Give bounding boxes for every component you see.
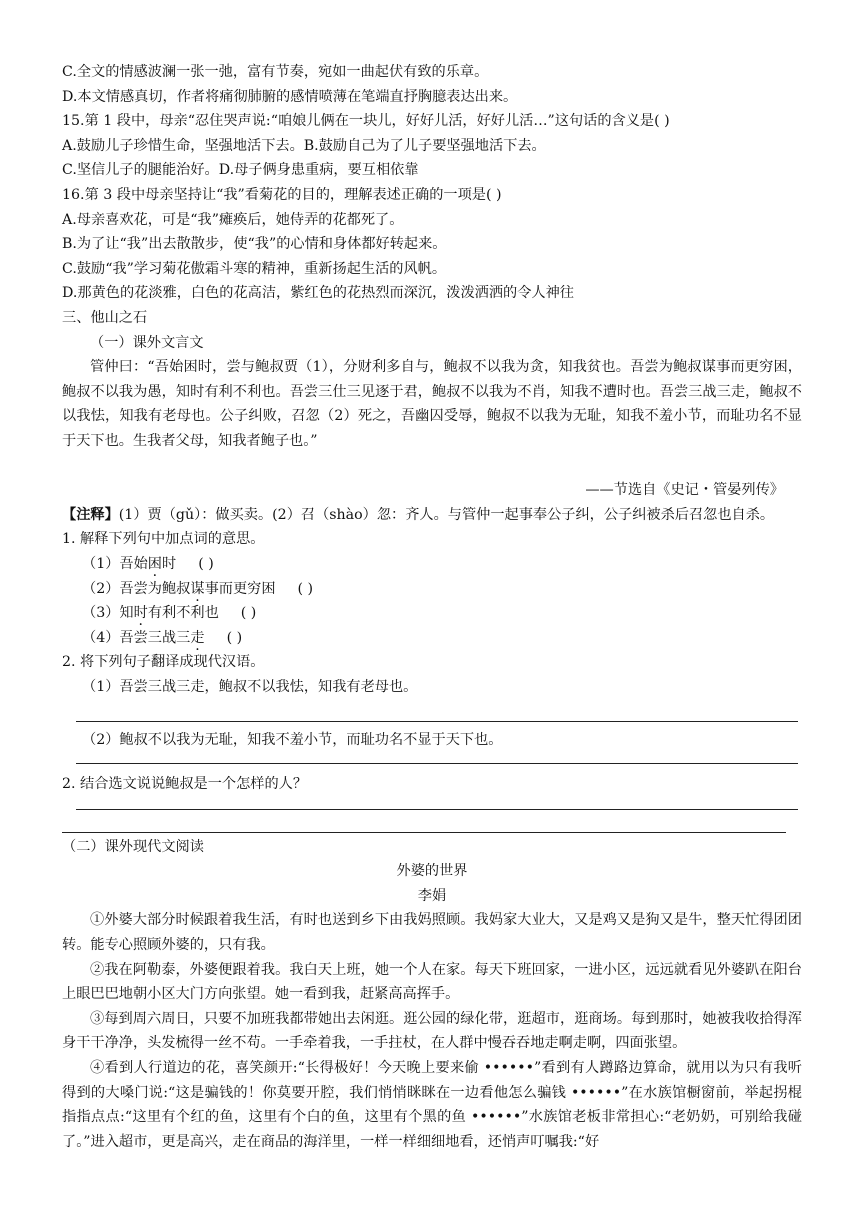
answer-blank[interactable]: ( ) bbox=[297, 580, 314, 597]
document-page bbox=[62, 60, 802, 1154]
item-number: （4） bbox=[82, 629, 120, 646]
question-1-stem: 1. 解释下列句中加点词的意思。 bbox=[62, 531, 265, 548]
passage-source: ——节选自《史记・管晏列传》 bbox=[585, 482, 784, 499]
classical-subheading: （一）课外文言文 bbox=[90, 334, 204, 351]
paragraph-1: ①外婆大部分时候跟着我生活，有时也送到乡下由我妈照顾。我妈家大业大，又是鸡又是狗又是牛，整天忙得团团转。能专心照顾外婆的，只有我。 bbox=[62, 912, 802, 954]
question-16-option-b: B.为了让“我”出去散散步，使“我”的心情和身体都好转起来。 bbox=[62, 236, 447, 253]
answer-blank[interactable]: ( ) bbox=[198, 555, 214, 572]
paragraph-3: ③每到周六周日，只要不加班我都带她出去闲逛。逛公园的绿化带，逛超市，逛商场。每到那时，她被我收拾得浑身干干净净，头发梳得一丝不苟。一手牵着我，一手拄杖，在人群中慢吞吞地走啊走啊，四面张望。 bbox=[62, 1010, 802, 1052]
item-text: 事而更穷困 bbox=[204, 580, 276, 597]
option-d-line: D.本文情感真切，作者将痛彻肺腑的感情喷薄在笔端直抒胸臆表达出来。 bbox=[62, 88, 518, 105]
item-text: 知 bbox=[119, 605, 134, 622]
dotted-word: 走 bbox=[190, 629, 205, 646]
question-16-stem: 16.第 3 段中母亲坚持让“我”看菊花的目的，理解表述正确的一项是( ) bbox=[62, 186, 502, 203]
item-number: （3） bbox=[82, 605, 120, 622]
item-text: 有利不利也 bbox=[147, 605, 219, 622]
question-2-sentence-1: （1）吾尝三战三走，鲍叔不以我怯，知我有老母也。 bbox=[82, 678, 418, 695]
question-1-item-2 bbox=[62, 577, 802, 602]
question-15-options-ab: A.鼓励儿子珍惜生命，坚强地活下去。B.鼓励自己为了儿子要坚强地活下去。 bbox=[62, 137, 546, 154]
question-16-option-c: C.鼓励“我”学习菊花傲霜斗寒的精神，重新扬起生活的风帆。 bbox=[62, 260, 447, 277]
item-text: 吾尝三战三 bbox=[119, 629, 191, 646]
dotted-word: 困 bbox=[147, 555, 162, 572]
question-1-item-4 bbox=[62, 626, 802, 651]
question-15-options-cd: C.坚信儿子的腿能治好。D.母子俩身患重病，要互相依靠 bbox=[62, 162, 419, 179]
item-number: （2） bbox=[82, 580, 120, 597]
question-16-option-d: D.那黄色的花淡雅，白色的花高洁，紫红色的花热烈而深沉，泼泼洒洒的令人神往 bbox=[62, 285, 574, 302]
annotation-text: (1）贾（gǔ）：做买卖。(2）召（shào）忽：齐人。与管仲一起事奉公子纠，公子纠被杀后召忽也自杀。 bbox=[118, 506, 775, 523]
question-16-option-a: A.母亲喜欢花，可是“我”瘫痪后，她侍弄的花都死了。 bbox=[62, 211, 404, 228]
annotation-line bbox=[62, 503, 802, 528]
paragraph-4: ④看到人行道边的花，喜笑颜开:“长得极好！今天晚上要来偷 ••••••”看到有人蹲路边算命，就用以为只有我听得到的大嗓门说:“这是骗钱的！你莫要开腔，我们悄悄眯眯在一边看他怎么骗钱 ••••••”在水族馆橱窗前，举起拐棍指指点点:“这里有个红的鱼，这里有个白的鱼，这里有个黑的鱼 ••••••”水族馆老板非常担心:“老奶奶，可别给我碰了。”进入超市，更是高兴，走在商品的海洋里，一样一样细细地看，还悄声叮嘱我:“好 bbox=[62, 1060, 802, 1150]
question-2-sentence-2: （2）鲍叔不以我为无耻，知我不羞小节，而耻功名不显于天下也。 bbox=[82, 732, 503, 749]
item-text: 时 bbox=[162, 555, 177, 572]
paragraph-2: ②我在阿勒泰，外婆便跟着我。我白天上班，她一个人在家。每天下班回家，一进小区，远远就看见外婆趴在阳台上眼巴巴地朝小区大门方向张望。她一看到我，赶紧高高挥手。 bbox=[62, 961, 802, 1003]
question-3-stem: 2. 结合选文说说鲍叔是一个怎样的人？ bbox=[62, 776, 308, 793]
dotted-word: 谋 bbox=[190, 580, 205, 597]
answer-blank[interactable]: ( ) bbox=[226, 629, 243, 646]
question-1-item-1 bbox=[62, 552, 802, 577]
modern-subheading: （二）课外现代文阅读 bbox=[62, 838, 204, 855]
option-c-line: C.全文的情感波澜一张一弛，富有节奏，宛如一曲起伏有致的乐章。 bbox=[62, 64, 489, 80]
answer-blank[interactable]: ( ) bbox=[240, 605, 257, 622]
section-3-title: 三、他山之石 bbox=[62, 309, 148, 326]
question-2-stem: 2. 将下列句子翻译成现代汉语。 bbox=[62, 654, 265, 671]
question-1-item-3 bbox=[62, 601, 802, 626]
question-15-stem: 15.第 1 段中，母亲“忍住哭声说:“咱娘儿俩在一块儿，好好儿活，好好儿活…”这句话的含义是( ) bbox=[62, 113, 670, 130]
item-text: 吾始 bbox=[119, 555, 148, 572]
item-text: 吾尝为鲍叔 bbox=[119, 580, 191, 597]
article-author: 李娟 bbox=[417, 887, 447, 904]
classical-passage: 管仲曰：“吾始困时，尝与鲍叔贾（1），分财利多自与，鲍叔不以我为贪，知我贫也。吾尝为鲍叔谋事而更穷困，鲍叔不以我为愚，知时有利不利也。吾尝三仕三见逐于君，鲍叔不以我为不肖，知我不遭时也。吾尝三战三走，鲍叔不以我怯，知我有老母也。公子纠败，召忽（2）死之，吾幽囚受辱，鲍叔不以我为无耻，知我不羞小节，而耻功名不显于天下也。生我者父母，知我者鲍子也。” bbox=[62, 359, 802, 449]
item-number: （1） bbox=[82, 555, 120, 572]
article-title: 外婆的世界 bbox=[396, 863, 468, 880]
dotted-word: 时 bbox=[133, 605, 148, 622]
annotation-label: 【注释】 bbox=[62, 506, 119, 523]
